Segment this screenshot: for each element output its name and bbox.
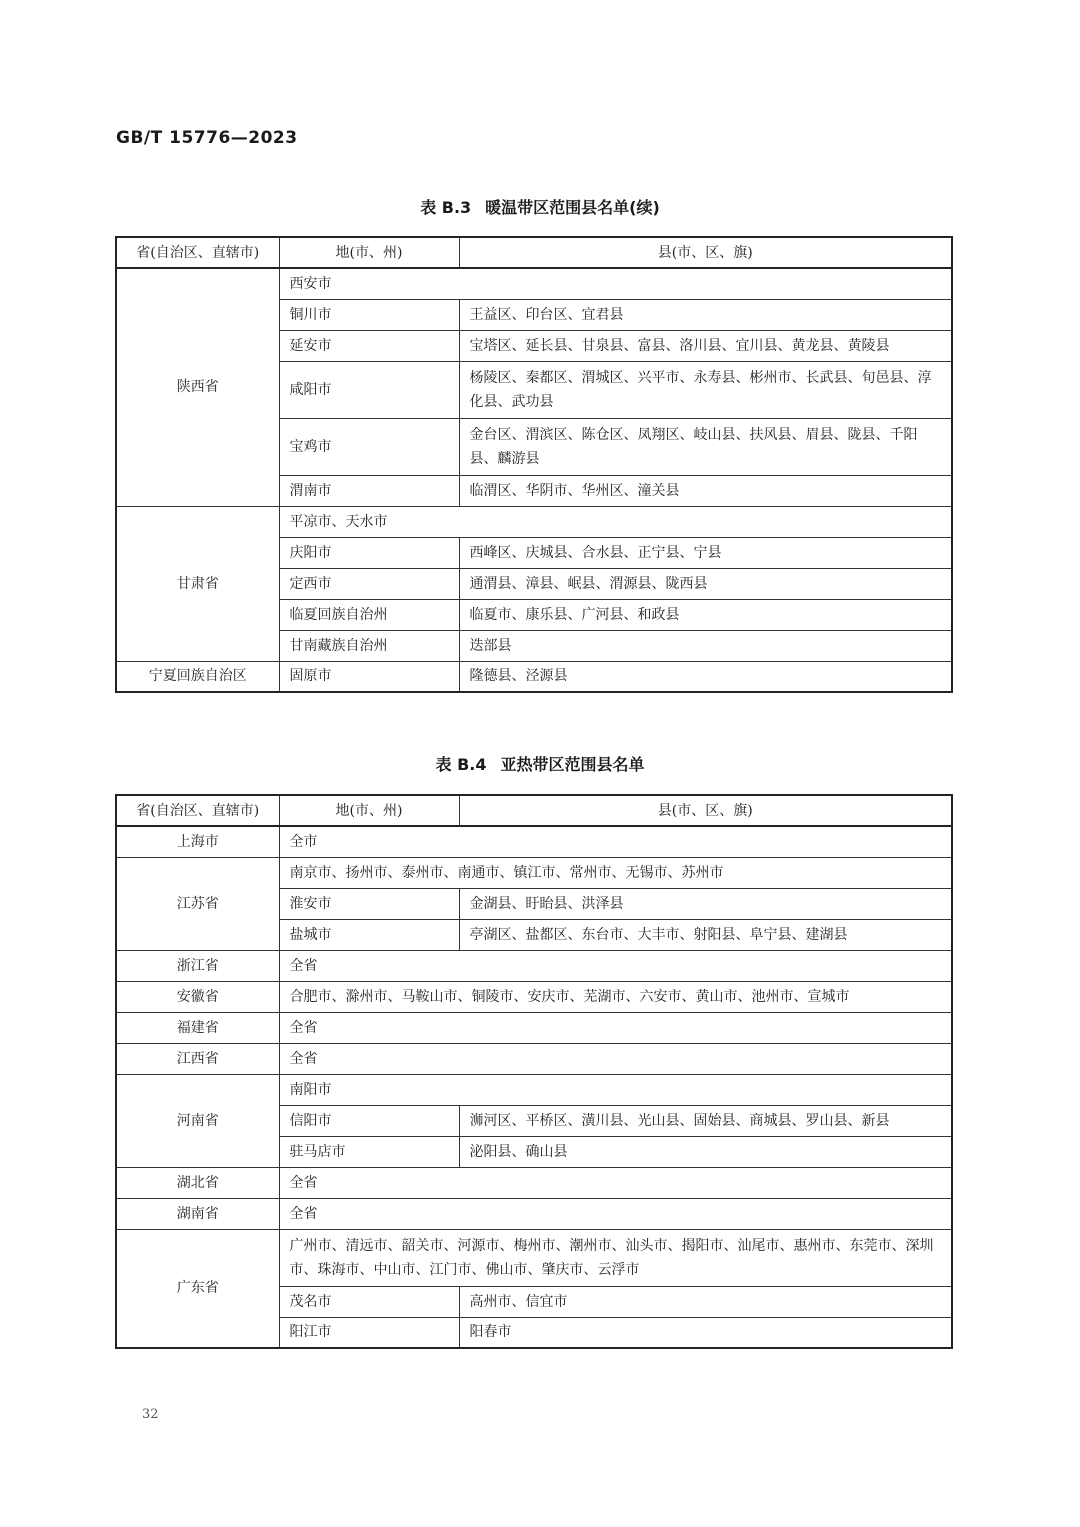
county-cell: 王益区、印台区、宜君县 — [459, 299, 952, 330]
table-b3-caption — [0, 195, 1080, 218]
table-row — [116, 1012, 952, 1043]
province-cell: 上海市 — [116, 826, 279, 857]
province-cell: 湖南省 — [116, 1198, 279, 1229]
province-cell: 江西省 — [116, 1043, 279, 1074]
city-cell: 南京市、扬州市、泰州市、南通市、镇江市、常州市、无锡市、苏州市 — [279, 857, 952, 888]
table-row — [116, 981, 952, 1012]
table-b4 — [115, 794, 953, 1349]
city-cell: 全市 — [279, 826, 952, 857]
county-cell: 泌阳县、确山县 — [459, 1136, 952, 1167]
county-cell: 浉河区、平桥区、潢川县、光山县、固始县、商城县、罗山县、新县 — [459, 1105, 952, 1136]
city-cell: 铜川市 — [279, 299, 459, 330]
table-b4-caption-title: 亚热带区范围县名单 — [500, 755, 645, 774]
table-b3-caption-title: 暖温带区范围县名单(续) — [485, 198, 660, 217]
province-cell: 湖北省 — [116, 1167, 279, 1198]
table-b4-caption-number: 表 B.4 — [435, 755, 487, 774]
table-b3-body — [116, 268, 952, 692]
standard-code: GB/T 15776—2023 — [116, 128, 298, 148]
city-cell: 庆阳市 — [279, 537, 459, 568]
table-b4-body — [116, 826, 952, 1348]
column-header-county: 县(市、区、旗) — [459, 237, 952, 268]
table-row — [116, 1229, 952, 1286]
city-cell: 全省 — [279, 1043, 952, 1074]
province-cell: 安徽省 — [116, 981, 279, 1012]
city-cell: 定西市 — [279, 568, 459, 599]
city-cell: 广州市、清远市、韶关市、河源市、梅州市、潮州市、汕头市、揭阳市、汕尾市、惠州市、东莞市、深圳市、珠海市、中山市、江门市、佛山市、肇庆市、云浮市 — [279, 1229, 952, 1286]
county-cell: 临渭区、华阴市、华州区、潼关县 — [459, 475, 952, 506]
city-cell: 固原市 — [279, 661, 459, 692]
county-cell: 迭部县 — [459, 630, 952, 661]
city-cell: 淮安市 — [279, 888, 459, 919]
province-cell: 甘肃省 — [116, 506, 279, 661]
province-cell: 陕西省 — [116, 268, 279, 506]
city-cell: 渭南市 — [279, 475, 459, 506]
table-row — [116, 1043, 952, 1074]
city-cell: 全省 — [279, 950, 952, 981]
city-cell: 南阳市 — [279, 1074, 952, 1105]
table-row — [116, 268, 952, 299]
county-cell: 临夏市、康乐县、广河县、和政县 — [459, 599, 952, 630]
city-cell: 驻马店市 — [279, 1136, 459, 1167]
table-row — [116, 661, 952, 692]
city-cell: 临夏回族自治州 — [279, 599, 459, 630]
table-row — [116, 1074, 952, 1105]
city-cell: 信阳市 — [279, 1105, 459, 1136]
table-row — [116, 950, 952, 981]
county-cell: 宝塔区、延长县、甘泉县、富县、洛川县、宜川县、黄龙县、黄陵县 — [459, 330, 952, 361]
province-cell: 广东省 — [116, 1229, 279, 1348]
city-cell: 全省 — [279, 1012, 952, 1043]
table-b3-caption-number: 表 B.3 — [420, 198, 472, 217]
province-cell: 江苏省 — [116, 857, 279, 950]
county-cell: 高州市、信宜市 — [459, 1286, 952, 1317]
column-header-county: 县(市、区、旗) — [459, 795, 952, 826]
city-cell: 盐城市 — [279, 919, 459, 950]
county-cell: 杨陵区、秦都区、渭城区、兴平市、永寿县、彬州市、长武县、旬邑县、淳化县、武功县 — [459, 361, 952, 418]
province-cell: 河南省 — [116, 1074, 279, 1167]
column-header-province: 省(自治区、直辖市) — [116, 795, 279, 826]
table-b4-caption — [0, 752, 1080, 775]
city-cell: 合肥市、滁州市、马鞍山市、铜陵市、安庆市、芜湖市、六安市、黄山市、池州市、宣城市 — [279, 981, 952, 1012]
province-cell: 福建省 — [116, 1012, 279, 1043]
county-cell: 西峰区、庆城县、合水县、正宁县、宁县 — [459, 537, 952, 568]
table-row — [116, 506, 952, 537]
table-b3 — [115, 236, 953, 693]
column-header-city: 地(市、州) — [279, 795, 459, 826]
table-b4-header-row — [116, 795, 952, 826]
city-cell: 宝鸡市 — [279, 418, 459, 475]
county-cell: 亭湖区、盐都区、东台市、大丰市、射阳县、阜宁县、建湖县 — [459, 919, 952, 950]
column-header-city: 地(市、州) — [279, 237, 459, 268]
province-cell: 宁夏回族自治区 — [116, 661, 279, 692]
city-cell: 延安市 — [279, 330, 459, 361]
table-b3-header-row — [116, 237, 952, 268]
county-cell: 金台区、渭滨区、陈仓区、凤翔区、岐山县、扶风县、眉县、陇县、千阳县、麟游县 — [459, 418, 952, 475]
city-cell: 西安市 — [279, 268, 952, 299]
city-cell: 茂名市 — [279, 1286, 459, 1317]
table-row — [116, 857, 952, 888]
city-cell: 咸阳市 — [279, 361, 459, 418]
table-row — [116, 826, 952, 857]
city-cell: 甘南藏族自治州 — [279, 630, 459, 661]
table-row — [116, 1198, 952, 1229]
city-cell: 平凉市、天水市 — [279, 506, 952, 537]
county-cell: 通渭县、漳县、岷县、渭源县、陇西县 — [459, 568, 952, 599]
page-number: 32 — [142, 1407, 159, 1422]
county-cell: 隆德县、泾源县 — [459, 661, 952, 692]
column-header-province: 省(自治区、直辖市) — [116, 237, 279, 268]
province-cell: 浙江省 — [116, 950, 279, 981]
county-cell: 金湖县、盱眙县、洪泽县 — [459, 888, 952, 919]
city-cell: 全省 — [279, 1167, 952, 1198]
city-cell: 全省 — [279, 1198, 952, 1229]
table-row — [116, 1167, 952, 1198]
city-cell: 阳江市 — [279, 1317, 459, 1348]
county-cell: 阳春市 — [459, 1317, 952, 1348]
